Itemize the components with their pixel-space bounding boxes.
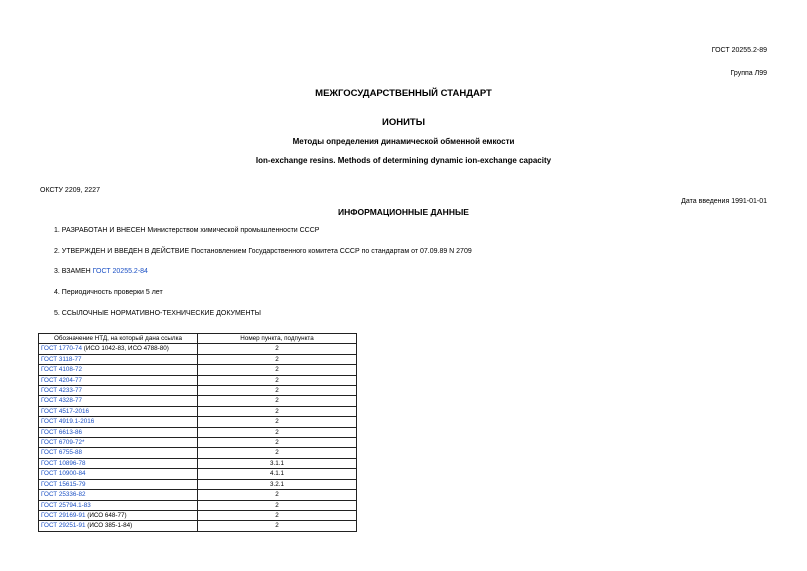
- table-row: [39, 354, 357, 364]
- table-row: [39, 521, 357, 531]
- document-cell: [39, 510, 198, 520]
- doc-id: ГОСТ 20255.2-89: [711, 47, 767, 54]
- document-cell: [39, 458, 198, 468]
- document-cell: [39, 479, 198, 489]
- point-cell: 3.1.1: [198, 458, 357, 468]
- document-cell: [39, 375, 198, 385]
- document-link[interactable]: ГОСТ 1770-74: [41, 345, 82, 353]
- point-cell: 2: [198, 406, 357, 416]
- document-link[interactable]: ГОСТ 4204-77: [41, 376, 82, 384]
- document-link[interactable]: ГОСТ 29169-91: [41, 511, 86, 519]
- document-cell: [39, 469, 198, 479]
- document-link[interactable]: ГОСТ 4108-72: [41, 366, 82, 374]
- document-cell: [39, 396, 198, 406]
- document-cell: [39, 365, 198, 375]
- document-cell: [39, 500, 198, 510]
- info-item-4: 4. Периодичность проверки 5 лет: [54, 289, 163, 296]
- table-row: [39, 406, 357, 416]
- document-link[interactable]: ГОСТ 6755-88: [41, 449, 82, 457]
- document-link[interactable]: ГОСТ 25336-82: [41, 491, 86, 499]
- info-item-1: 1. РАЗРАБОТАН И ВНЕСЕН Министерством химической промышленности СССР: [54, 227, 320, 234]
- replaced-standard-link[interactable]: ГОСТ 20255.2-84: [92, 268, 148, 275]
- point-cell: 2: [198, 438, 357, 448]
- table-row: [39, 396, 357, 406]
- standard-type-heading: МЕЖГОСУДАРСТВЕННЫЙ СТАНДАРТ: [315, 88, 492, 99]
- info-item-3: [54, 268, 148, 275]
- document-link[interactable]: ГОСТ 3118-77: [41, 355, 82, 363]
- document-cell: [39, 386, 198, 396]
- document-cell: [39, 448, 198, 458]
- document-link[interactable]: ГОСТ 10900-84: [41, 470, 86, 478]
- document-cell: [39, 406, 198, 416]
- table-row: [39, 417, 357, 427]
- table-row: [39, 448, 357, 458]
- point-cell: 2: [198, 417, 357, 427]
- point-cell: 4.1.1: [198, 469, 357, 479]
- document-link[interactable]: ГОСТ 4328-77: [41, 397, 82, 405]
- document-cell: [39, 521, 198, 531]
- info-item-5: 5. ССЫЛОЧНЫЕ НОРМАТИВНО-ТЕХНИЧЕСКИЕ ДОКУМЕНТЫ: [54, 310, 261, 317]
- document-cell: [39, 417, 198, 427]
- intro-date: Дата введения 1991-01-01: [681, 198, 767, 205]
- standard-name-heading: ИОНИТЫ: [381, 117, 425, 128]
- table-row: [39, 510, 357, 520]
- document-link[interactable]: ГОСТ 25794.1-83: [41, 501, 91, 509]
- reference-documents-table: [38, 333, 357, 532]
- point-cell: 2: [198, 365, 357, 375]
- document-link[interactable]: ГОСТ 29251-91: [41, 522, 86, 530]
- document-cell: [39, 427, 198, 437]
- info-item-3-prefix: 3. ВЗАМЕН: [54, 268, 93, 275]
- table-row: [39, 490, 357, 500]
- table-row: [39, 386, 357, 396]
- document-extra: (ИСО 648-77): [85, 511, 127, 519]
- point-cell: 2: [198, 344, 357, 354]
- table-header-row: [39, 334, 357, 344]
- document-link[interactable]: ГОСТ 15615-79: [41, 480, 86, 488]
- column-header-point: Номер пункта, подпункта: [198, 334, 357, 344]
- document-link[interactable]: ГОСТ 4919.1-2016: [41, 418, 95, 426]
- document-cell: [39, 354, 198, 364]
- info-item-2: 2. УТВЕРЖДЕН И ВВЕДЕН В ДЕЙСТВИЕ Постановлением Государственного комитета СССР по стандартам от 07.09.89 N 2709: [54, 248, 472, 255]
- table-row: [39, 500, 357, 510]
- point-cell: 2: [198, 500, 357, 510]
- table-row: [39, 375, 357, 385]
- table-row: [39, 469, 357, 479]
- point-cell: 3.2.1: [198, 479, 357, 489]
- point-cell: 2: [198, 521, 357, 531]
- group-code: Группа Л99: [730, 70, 767, 77]
- document-cell: [39, 438, 198, 448]
- okstu-code: ОКСТУ 2209, 2227: [40, 187, 100, 194]
- column-header-document: Обозначение НТД, на который дана ссылка: [39, 334, 198, 344]
- table-row: [39, 344, 357, 354]
- point-cell: 2: [198, 386, 357, 396]
- table-row: [39, 458, 357, 468]
- document-link[interactable]: ГОСТ 4517-2016: [41, 407, 90, 415]
- document-link[interactable]: ГОСТ 10896-78: [41, 459, 86, 467]
- table-row: [39, 479, 357, 489]
- document-cell: [39, 344, 198, 354]
- document-extra: (ИСО 385-1-84): [85, 522, 133, 530]
- point-cell: 2: [198, 490, 357, 500]
- point-cell: 2: [198, 375, 357, 385]
- point-cell: 2: [198, 510, 357, 520]
- document-link[interactable]: ГОСТ 6613-86: [41, 428, 82, 436]
- point-cell: 2: [198, 396, 357, 406]
- document-link[interactable]: ГОСТ 4233-77: [41, 387, 82, 395]
- document-cell: [39, 490, 198, 500]
- point-cell: 2: [198, 427, 357, 437]
- subtitle-ru: Методы определения динамической обменной емкости: [292, 137, 515, 146]
- point-cell: 2: [198, 448, 357, 458]
- table-row: [39, 365, 357, 375]
- subtitle-en: Ion-exchange resins. Methods of determining dynamic ion-exchange capacity: [255, 156, 552, 165]
- table-row: [39, 427, 357, 437]
- info-heading: ИНФОРМАЦИОННЫЕ ДАННЫЕ: [338, 207, 469, 217]
- point-cell: 2: [198, 354, 357, 364]
- document-extra: (ИСО 1042-83, ИСО 4788-80): [82, 345, 169, 353]
- table-row: [39, 438, 357, 448]
- document-link[interactable]: ГОСТ 6709-72*: [41, 439, 85, 447]
